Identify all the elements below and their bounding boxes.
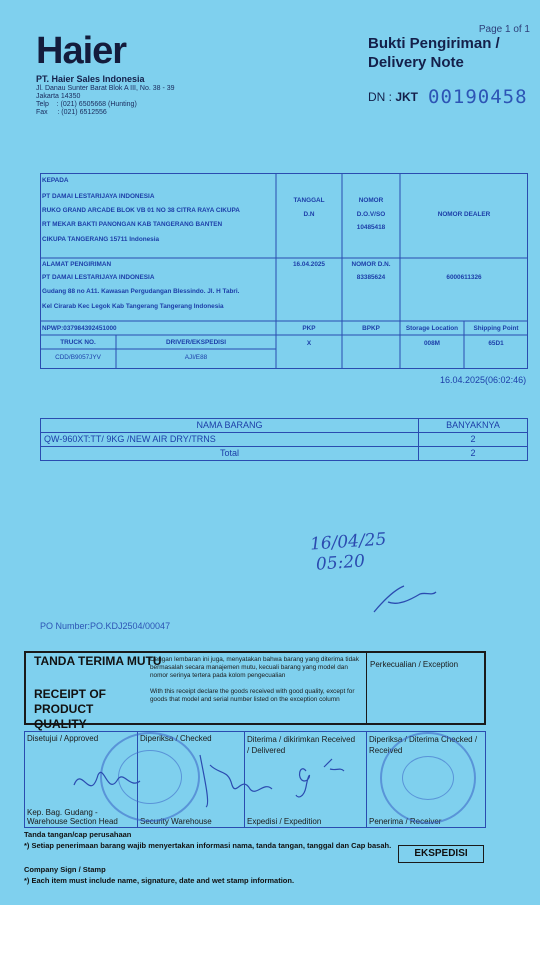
receipt-title-en: RECEIPT OF PRODUCT QUALITY [34,687,107,731]
alamat-address-1: Gudang 88 no A11. Kawasan Pergudangan Blessindo. Jl. H Tabri. [42,288,240,295]
footer-sign-id: Tanda tangan/cap perusahaan [24,830,132,839]
nomor-sub-2: 10485418 [356,224,386,231]
handwritten-time: 05:20 [315,551,366,575]
shipping-point-value: 65D1 [488,340,504,347]
pkp-value: X [306,340,312,347]
handwritten-signature-mark [370,582,440,618]
items-header-row [41,419,528,433]
receipt-title-id: TANDA TERIMA MUTU [34,654,162,668]
footer-note-id: *) Setiap penerimaan barang wajib menyertakan informasi nama, tanda tangan, tanggal dan Cap basah. [24,841,392,850]
company-name: PT. Haier Sales Indonesia [36,74,145,84]
signature-received-label: Diterima / dikirimkan Received / Delivered [247,735,356,755]
signature-receiver-role: Penerima / Receiver [369,817,442,826]
bpkp-label: BPKP [362,325,380,332]
copy-label-ekspedisi: EKSPEDISI [398,845,484,863]
nomor-dn-label: NOMOR D.N. [351,261,391,268]
nomor-label: NOMOR [358,197,384,204]
dn-number: 00190458 [428,86,528,108]
receipt-text-id: Dengan lembaran ini juga, menyatakan bahwa barang yang diterima tidak bermasalah secara manajemen mutu, kecuali barang yang model dan nomor serinya tertera pada kolom pengecualian [150,656,359,679]
exception-label: Perkecualian / Exception [370,660,459,669]
document-title: Bukti Pengiriman / Delivery Note [368,35,500,71]
brand-logo: Haier [36,30,127,72]
dn-date: 16.04.2025 [293,261,325,268]
pkp-label: PKP [302,325,316,332]
shipping-point-label: Shipping Point [473,325,519,332]
table-row [41,433,528,447]
receipt-text-en: With this receipt declare the goods received with good quality, except for goods that model and serial number listed on the exception column [150,688,355,703]
nomor-sub-1: D.O.V/SO [356,211,386,218]
truck-label: TRUCK NO. [60,339,96,346]
storage-location-value: 008M [424,340,440,347]
kepada-name: PT DAMAI LESTARIJAYA INDONESIA [42,193,155,200]
alamat-name: PT DAMAI LESTARIJAYA INDONESIA [42,274,155,281]
item-name: QW-960XT:TT/ 9KG /NEW AIR DRY/TRNS [41,433,419,447]
dn-prefix: JKT [395,90,419,104]
kepada-address-2: RT MEKAR BAKTI PANONGAN KAB TANGERANG BANTEN [42,221,223,228]
signature-approved-role: Kep. Bag. Gudang - Warehouse Section Head [27,808,118,826]
driver-name: AJI/E88 [184,354,208,361]
signature-checked-label: Diperiksa / Checked [140,734,212,743]
dealer-label: NOMOR DEALER [437,211,491,218]
tanggal-label: TANGGAL [293,197,325,204]
items-col-qty: BANYAKNYA [419,419,528,433]
driver-label: DRIVER/EKSPEDISI [165,339,226,346]
items-total-value: 2 [419,447,528,461]
dn-label-group [368,90,418,104]
nomor-dn-value: 83385624 [356,274,386,281]
page-number: Page 1 of 1 [478,24,530,35]
print-timestamp: 16.04.2025(06:02:46) [440,375,527,385]
truck-number: CDD/B9057JYV [55,354,101,361]
handwritten-date: 16/04/25 [309,529,387,555]
receiver-company-stamp-inner [402,756,454,800]
tanggal-sub: D.N [303,211,315,218]
npwp: NPWP:037984392451000 [42,325,117,332]
signature-receiver-label: Diperiksa / Diterima Checked / Received [369,735,478,755]
kepada-label: KEPADA [42,177,69,184]
recipient-grid [40,173,528,369]
dn-label: DN : [368,90,392,104]
footer-sign-en: Company Sign / Stamp [24,865,106,874]
kepada-address-3: CIKUPA TANGERANG 15711 Indonesia [42,236,160,243]
items-table [40,418,528,461]
items-col-name: NAMA BARANG [41,419,419,433]
kepada-address-1: RUKO GRAND ARCADE BLOK VB 01 NO 38 CITRA RAYA CIKUPA [42,207,240,214]
footer-note-en: *) Each item must include name, signature, date and wet stamp information. [24,876,295,885]
alamat-address-2: Kel Cirarab Kec Legok Kab Tangerang Tangerang Indonesia [42,303,224,310]
signature-received-role: Expedisi / Expedition [247,817,322,826]
po-number: PO Number:PO.KDJ2504/00047 [40,621,171,631]
storage-location-label: Storage Location [405,325,459,332]
items-total-label: Total [41,447,419,461]
company-address: Jl. Danau Sunter Barat Blok A III, No. 38 - 39 Jakarta 14350 Telp : (021) 6505668 (Hunting) Fax : (021) 6512556 [36,85,175,116]
signature-scribbles [60,745,360,815]
dealer-number: 6000611326 [446,274,482,281]
signature-checked-role: Security Warehouse [140,817,212,826]
item-qty: 2 [419,433,528,447]
alamat-label: ALAMAT PENGIRIMAN [42,261,112,268]
items-total-row [41,447,528,461]
signature-approved-label: Disetujui / Approved [27,734,99,743]
